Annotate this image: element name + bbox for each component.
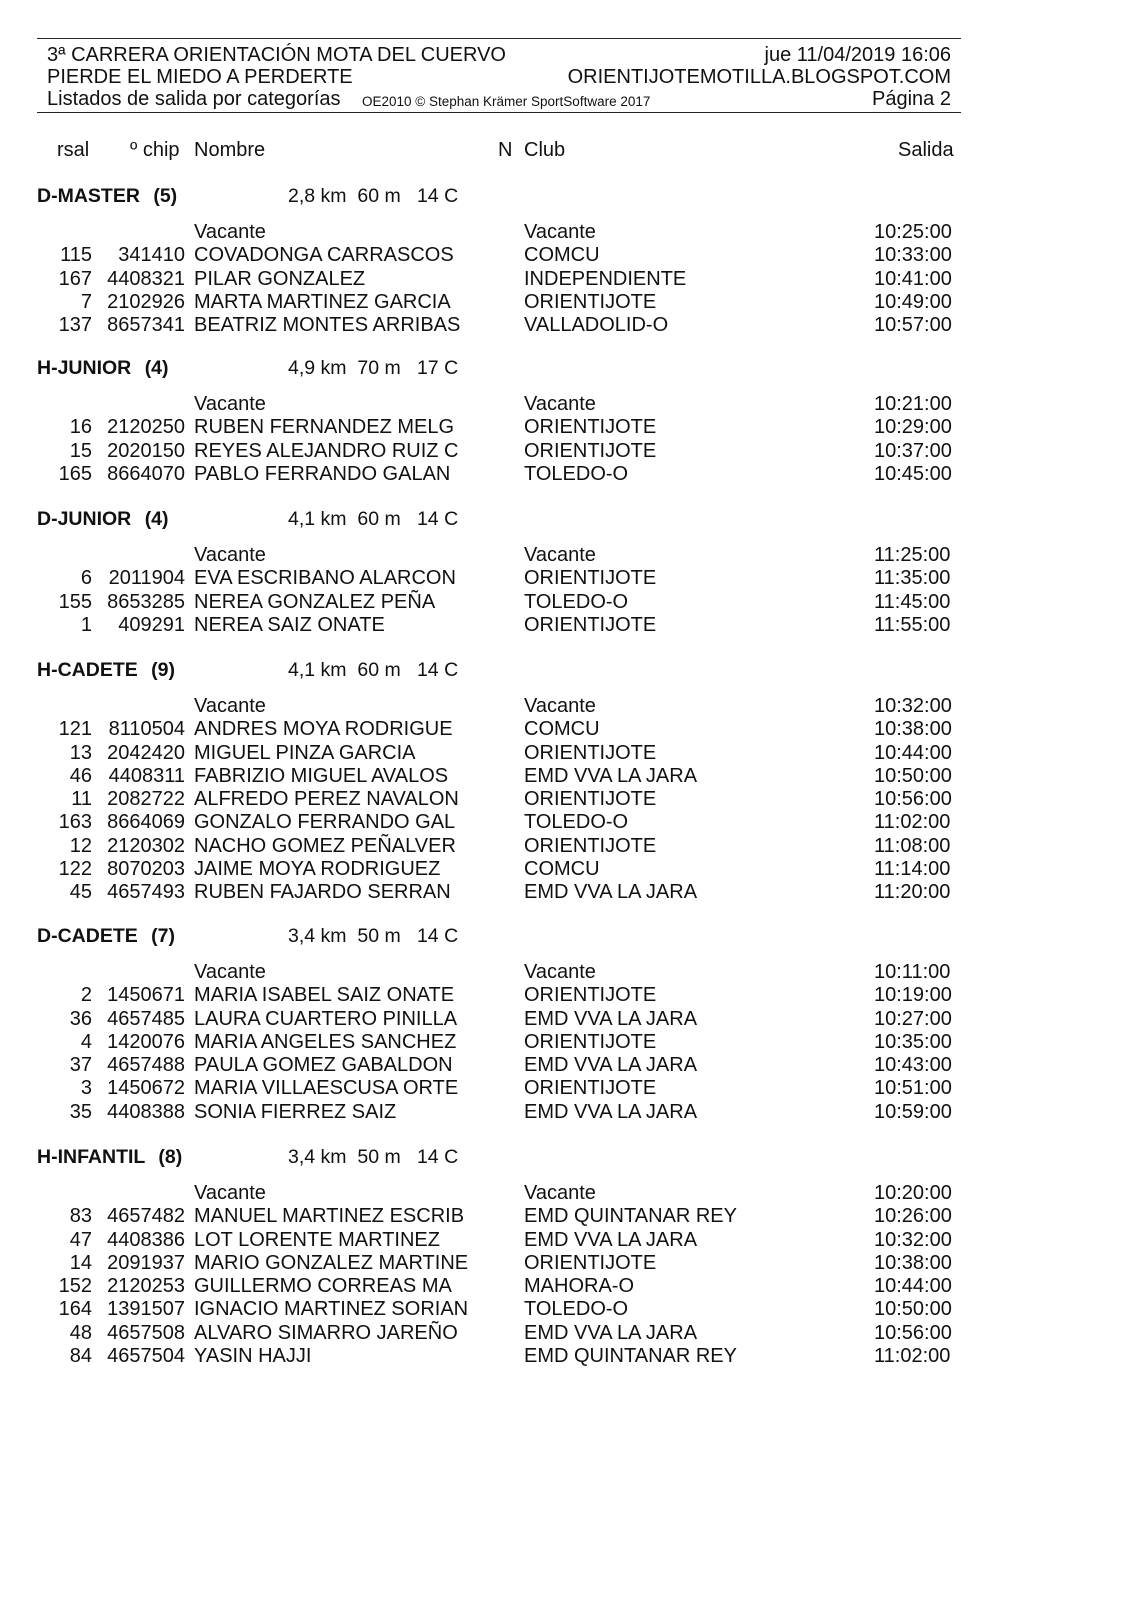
runner-club: ORIENTIJOTE — [524, 567, 657, 590]
runner-rsal: 37 — [69, 1054, 92, 1076]
runner-chip: 2042420 — [107, 741, 185, 764]
header-bottom-rule — [37, 112, 961, 113]
start-list-row — [0, 314, 1131, 337]
start-list-row — [0, 1054, 1131, 1077]
category-title — [37, 925, 175, 947]
runner-club: Vacante — [524, 393, 596, 415]
runner-club: EMD VVA LA JARA — [524, 1054, 698, 1076]
runner-chip: 1420076 — [107, 1030, 185, 1053]
category-name: D-MASTER — [37, 185, 140, 207]
runner-rsal: 115 — [60, 244, 92, 267]
runner-name: MARIA ISABEL SAIZ ONATE — [194, 984, 455, 1007]
runner-name: BEATRIZ MONTES ARRIBAS — [194, 314, 461, 336]
runner-chip: 1450672 — [107, 1077, 185, 1100]
runner-name: PAULA GOMEZ GABALDON — [194, 1054, 453, 1076]
runner-name: Vacante — [194, 221, 266, 243]
category-name: H-CADETE — [37, 659, 138, 681]
runner-name: MARIA ANGELES SANCHEZ — [194, 1030, 457, 1053]
runner-start-time: 10:49:00 — [874, 290, 952, 313]
col-club: Club — [524, 139, 566, 161]
start-list-row — [0, 984, 1131, 1007]
runner-club: INDEPENDIENTE — [524, 267, 687, 290]
runner-name: LAURA CUARTERO PINILLA — [194, 1007, 458, 1030]
runner-rsal: 35 — [69, 1100, 92, 1123]
runner-start-time: 11:14:00 — [874, 857, 951, 880]
runner-name: COVADONGA CARRASCOS — [194, 244, 454, 267]
runner-rsal: 12 — [69, 834, 92, 857]
start-list-row — [0, 221, 1131, 244]
runner-club: COMCU — [524, 857, 600, 880]
runner-start-time: 10:56:00 — [874, 1321, 952, 1344]
runner-chip: 8110504 — [108, 718, 185, 741]
category-count: (5) — [153, 185, 178, 207]
runner-chip: 2091937 — [107, 1251, 185, 1274]
col-name: Nombre — [194, 139, 266, 161]
runner-name: NEREA GONZALEZ PEÑA — [194, 590, 436, 613]
runner-start-time: 10:20:00 — [874, 1182, 952, 1204]
runner-rsal: 164 — [58, 1298, 92, 1321]
runner-club: EMD VVA LA JARA — [524, 764, 698, 787]
runner-chip: 4657508 — [107, 1321, 185, 1344]
runner-start-time: 11:02:00 — [874, 811, 951, 834]
runner-name: NEREA SAIZ ONATE — [194, 613, 385, 636]
start-list-row — [0, 1077, 1131, 1100]
runner-chip: 341410 — [118, 244, 185, 267]
runner-start-time: 10:43:00 — [874, 1054, 952, 1076]
start-list-row — [0, 1182, 1131, 1205]
start-list-row — [0, 788, 1131, 811]
runner-start-time: 10:50:00 — [874, 1298, 952, 1321]
runner-name: RUBEN FERNANDEZ MELG — [194, 416, 455, 439]
runner-start-time: 10:26:00 — [874, 1205, 952, 1228]
runner-name: Vacante — [194, 695, 266, 717]
runner-rsal: 84 — [69, 1344, 92, 1367]
runner-club: VALLADOLID-O — [524, 314, 669, 336]
runner-name: Vacante — [194, 1182, 266, 1204]
runner-rsal: 165 — [58, 462, 92, 485]
runner-chip: 2102926 — [107, 290, 185, 313]
category-title — [37, 1146, 182, 1168]
col-start: Salida — [898, 139, 954, 161]
runner-name: GUILLERMO CORREAS MA — [194, 1275, 452, 1297]
runner-chip: 409291 — [118, 613, 185, 636]
runner-chip: 1450671 — [107, 984, 185, 1007]
runner-name: NACHO GOMEZ PEÑALVER — [194, 834, 456, 857]
runner-name: SONIA FIERREZ SAIZ — [194, 1100, 397, 1123]
category-count: (7) — [151, 925, 176, 947]
runner-name: IGNACIO MARTINEZ SORIAN — [194, 1298, 469, 1321]
runner-club: EMD VVA LA JARA — [524, 881, 698, 903]
runner-chip: 4408321 — [107, 267, 185, 290]
runner-club: EMD VVA LA JARA — [524, 1321, 698, 1344]
runner-name: PABLO FERRANDO GALAN — [194, 462, 451, 485]
runner-start-time: 10:25:00 — [874, 221, 952, 243]
runner-rsal: 45 — [69, 881, 92, 903]
category-name: D-CADETE — [37, 925, 138, 947]
runner-start-time: 10:35:00 — [874, 1030, 952, 1053]
runner-rsal: 163 — [58, 811, 92, 834]
runner-club: EMD QUINTANAR REY — [524, 1344, 737, 1367]
category-course-info: 4,1 km 60 m 14 C — [288, 508, 459, 530]
runner-club: Vacante — [524, 695, 596, 717]
runner-start-time: 10:57:00 — [874, 314, 952, 336]
category-count: (4) — [144, 357, 169, 379]
runner-name: MIGUEL PINZA GARCIA — [194, 741, 416, 764]
runner-chip: 4657504 — [107, 1344, 185, 1367]
start-list-row — [0, 1101, 1131, 1124]
runner-chip: 2120253 — [107, 1275, 185, 1297]
start-list-row — [0, 1275, 1131, 1298]
runner-chip: 2120250 — [107, 416, 185, 439]
start-list-row — [0, 961, 1131, 984]
start-list-row — [0, 1322, 1131, 1345]
start-list-row — [0, 1345, 1131, 1368]
start-list-row — [0, 1031, 1131, 1054]
runner-chip: 8657341 — [107, 314, 185, 336]
runner-rsal: 137 — [58, 314, 92, 336]
runner-rsal: 155 — [58, 590, 92, 613]
start-list-row — [0, 858, 1131, 881]
runner-start-time: 11:55:00 — [874, 613, 951, 636]
runner-club: ORIENTIJOTE — [524, 1030, 657, 1053]
runner-name: YASIN HAJJI — [194, 1344, 312, 1367]
runner-club: ORIENTIJOTE — [524, 613, 657, 636]
runner-name: ALFREDO PEREZ NAVALON — [194, 788, 459, 810]
runner-name: MANUEL MARTINEZ ESCRIB — [194, 1205, 465, 1228]
start-list-row — [0, 718, 1131, 741]
col-chip: º chip — [130, 139, 180, 161]
runner-start-time: 10:19:00 — [874, 984, 952, 1007]
runner-club: COMCU — [524, 244, 600, 267]
runner-rsal: 6 — [80, 567, 92, 590]
runner-chip: 2011904 — [108, 567, 185, 590]
runner-club: TOLEDO-O — [524, 811, 629, 834]
runner-rsal: 48 — [69, 1321, 92, 1344]
runner-chip: 4408388 — [107, 1100, 185, 1123]
runner-club: ORIENTIJOTE — [524, 1251, 657, 1274]
runner-rsal: 1 — [80, 613, 92, 636]
runner-rsal: 46 — [69, 764, 92, 787]
start-list-row — [0, 440, 1131, 463]
runner-name: ALVARO SIMARRO JAREÑO — [194, 1321, 458, 1344]
start-list-row — [0, 835, 1131, 858]
runner-chip: 8653285 — [107, 590, 185, 613]
start-list-row — [0, 1205, 1131, 1228]
runner-club: EMD VVA LA JARA — [524, 1007, 698, 1030]
runner-club: ORIENTIJOTE — [524, 834, 657, 857]
category-course-info: 2,8 km 60 m 14 C — [288, 185, 459, 207]
event-subtitle: PIERDE EL MIEDO A PERDERTE — [47, 66, 353, 88]
runner-name: MARTA MARTINEZ GARCIA — [194, 290, 451, 313]
runner-name: GONZALO FERRANDO GAL — [194, 811, 456, 834]
runner-rsal: 3 — [80, 1077, 92, 1100]
start-list-row — [0, 1252, 1131, 1275]
start-list-row — [0, 544, 1131, 567]
runner-start-time: 10:51:00 — [874, 1077, 952, 1100]
runner-chip: 4657488 — [107, 1054, 185, 1076]
start-list-row — [0, 695, 1131, 718]
print-datetime: jue 11/04/2019 16:06 — [764, 44, 951, 66]
runner-name: RUBEN FAJARDO SERRAN — [194, 881, 451, 903]
runner-club: Vacante — [524, 961, 596, 983]
start-list-row — [0, 811, 1131, 834]
category-count: (4) — [144, 508, 169, 530]
runner-name: MARIO GONZALEZ MARTINE — [194, 1251, 469, 1274]
runner-club: ORIENTIJOTE — [524, 416, 657, 439]
runner-rsal: 13 — [69, 741, 92, 764]
runner-name: Vacante — [194, 544, 266, 566]
runner-rsal: 83 — [69, 1205, 92, 1228]
runner-chip: 2120302 — [107, 834, 185, 857]
page-number: Página 2 — [872, 88, 951, 110]
runner-rsal: 36 — [69, 1007, 92, 1030]
category-course-info: 3,4 km 50 m 14 C — [288, 1146, 459, 1168]
runner-chip: 2082722 — [107, 788, 185, 810]
runner-start-time: 10:21:00 — [874, 393, 952, 415]
col-rsal: rsal — [57, 139, 90, 161]
runner-start-time: 10:29:00 — [874, 416, 952, 439]
runner-rsal: 152 — [58, 1275, 92, 1297]
start-list-row — [0, 463, 1131, 486]
start-list-row — [0, 765, 1131, 788]
runner-start-time: 11:20:00 — [874, 881, 951, 903]
runner-rsal: 11 — [71, 788, 92, 810]
start-list-row — [0, 1298, 1131, 1321]
runner-club: TOLEDO-O — [524, 462, 629, 485]
runner-club: Vacante — [524, 544, 596, 566]
runner-start-time: 10:44:00 — [874, 1275, 952, 1297]
category-course-info: 3,4 km 50 m 14 C — [288, 925, 459, 947]
event-title: 3ª CARRERA ORIENTACIÓN MOTA DEL CUERVO — [47, 44, 506, 66]
runner-start-time: 10:38:00 — [874, 718, 952, 741]
runner-start-time: 10:38:00 — [874, 1251, 952, 1274]
runner-start-time: 10:37:00 — [874, 439, 952, 462]
runner-name: REYES ALEJANDRO RUIZ C — [194, 439, 459, 462]
runner-rsal: 7 — [80, 290, 92, 313]
runner-chip: 4657482 — [107, 1205, 185, 1228]
runner-start-time: 10:44:00 — [874, 741, 952, 764]
runner-club: Vacante — [524, 1182, 596, 1204]
runner-name: PILAR GONZALEZ — [194, 267, 366, 290]
runner-club: ORIENTIJOTE — [524, 439, 657, 462]
runner-chip: 1391507 — [107, 1298, 185, 1321]
runner-chip: 8664069 — [107, 811, 185, 834]
runner-chip: 4657485 — [107, 1007, 185, 1030]
runner-chip: 4408311 — [108, 764, 185, 787]
start-list-row — [0, 742, 1131, 765]
runner-start-time: 10:32:00 — [874, 695, 952, 717]
runner-start-time: 10:33:00 — [874, 244, 952, 267]
runner-club: COMCU — [524, 718, 600, 741]
event-website: ORIENTIJOTEMOTILLA.BLOGSPOT.COM — [567, 66, 951, 88]
runner-chip: 8070203 — [107, 857, 185, 880]
category-count: (9) — [151, 659, 176, 681]
runner-chip: 4408386 — [107, 1228, 185, 1251]
runner-start-time: 11:02:00 — [874, 1344, 951, 1367]
runner-start-time: 11:35:00 — [874, 567, 951, 590]
start-list-row — [0, 591, 1131, 614]
runner-rsal: 47 — [69, 1228, 92, 1251]
runner-rsal: 121 — [58, 718, 92, 741]
runner-club: EMD VVA LA JARA — [524, 1100, 698, 1123]
runner-name: JAIME MOYA RODRIGUEZ — [194, 857, 441, 880]
list-title: Listados de salida por categorías — [47, 88, 341, 110]
runner-start-time: 10:41:00 — [874, 267, 952, 290]
runner-rsal: 167 — [58, 267, 92, 290]
category-title — [37, 508, 169, 530]
start-list-row — [0, 291, 1131, 314]
runner-rsal: 4 — [80, 1030, 92, 1053]
runner-club: TOLEDO-O — [524, 590, 629, 613]
runner-start-time: 10:45:00 — [874, 462, 952, 485]
runner-name: FABRIZIO MIGUEL AVALOS — [194, 764, 449, 787]
category-name: D-JUNIOR — [37, 508, 132, 530]
runner-start-time: 11:08:00 — [874, 834, 951, 857]
runner-club: TOLEDO-O — [524, 1298, 629, 1321]
runner-name: Vacante — [194, 961, 266, 983]
category-title — [37, 357, 169, 379]
runner-start-time: 10:59:00 — [874, 1100, 952, 1123]
runner-rsal: 2 — [80, 984, 92, 1007]
runner-club: EMD VVA LA JARA — [524, 1228, 698, 1251]
runner-club: ORIENTIJOTE — [524, 741, 657, 764]
runner-start-time: 10:11:00 — [874, 961, 951, 983]
runner-club: MAHORA-O — [524, 1275, 634, 1297]
runner-start-time: 10:56:00 — [874, 788, 952, 810]
category-count: (8) — [158, 1146, 183, 1168]
runner-start-time: 10:50:00 — [874, 764, 952, 787]
runner-club: ORIENTIJOTE — [524, 788, 657, 810]
runner-club: ORIENTIJOTE — [524, 290, 657, 313]
runner-name: ANDRES MOYA RODRIGUE — [194, 718, 453, 741]
runner-club: ORIENTIJOTE — [524, 984, 657, 1007]
runner-rsal: 15 — [69, 439, 92, 462]
start-list-row — [0, 881, 1131, 904]
start-list-row — [0, 416, 1131, 439]
start-list-row — [0, 1008, 1131, 1031]
runner-club: ORIENTIJOTE — [524, 1077, 657, 1100]
runner-chip: 2020150 — [107, 439, 185, 462]
header-top-rule — [37, 38, 961, 39]
software-credit: OE2010 © Stephan Krämer SportSoftware 2017 — [362, 94, 651, 109]
runner-rsal: 14 — [69, 1251, 92, 1274]
start-list-row — [0, 567, 1131, 590]
runner-rsal: 16 — [69, 416, 92, 439]
category-name: H-INFANTIL — [37, 1146, 145, 1168]
runner-start-time: 10:27:00 — [874, 1007, 952, 1030]
start-list-row — [0, 268, 1131, 291]
category-course-info: 4,9 km 70 m 17 C — [288, 357, 459, 379]
runner-club: EMD QUINTANAR REY — [524, 1205, 737, 1228]
runner-name: MARIA VILLAESCUSA ORTE — [194, 1077, 459, 1100]
runner-chip: 4657493 — [107, 881, 185, 903]
start-list-row — [0, 393, 1131, 416]
start-list-row — [0, 614, 1131, 637]
page-header — [37, 44, 961, 114]
runner-start-time: 11:25:00 — [874, 544, 951, 566]
start-list-row — [0, 244, 1131, 267]
runner-start-time: 10:32:00 — [874, 1228, 952, 1251]
category-name: H-JUNIOR — [37, 357, 132, 379]
category-title — [37, 185, 177, 207]
runner-club: Vacante — [524, 221, 596, 243]
category-course-info: 4,1 km 60 m 14 C — [288, 659, 459, 681]
runner-rsal: 122 — [58, 857, 92, 880]
start-list-row — [0, 1229, 1131, 1252]
runner-start-time: 11:45:00 — [874, 590, 951, 613]
runner-name: EVA ESCRIBANO ALARCON — [194, 567, 456, 590]
runner-chip: 8664070 — [107, 462, 185, 485]
runner-name: LOT LORENTE MARTINEZ — [194, 1228, 440, 1251]
runner-name: Vacante — [194, 393, 266, 415]
category-title — [37, 659, 175, 681]
col-n: N — [498, 139, 513, 161]
